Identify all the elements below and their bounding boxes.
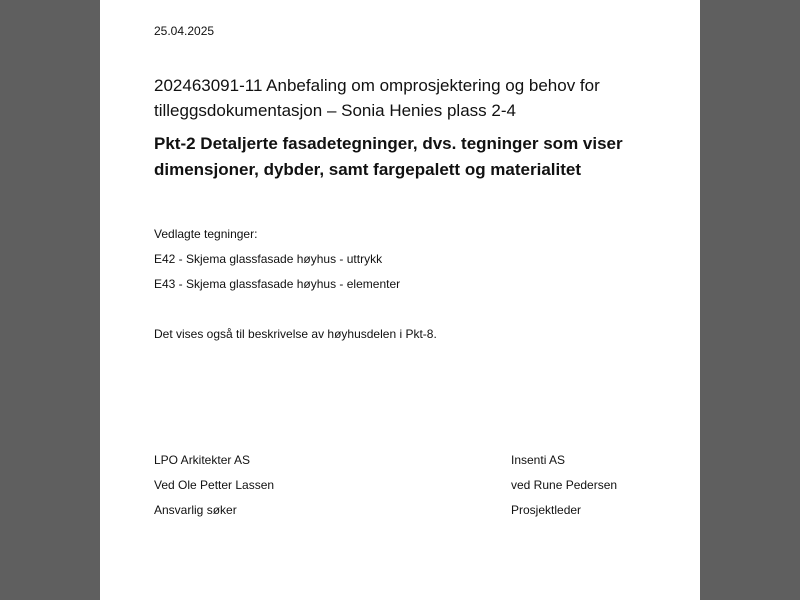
attachment-item: E42 - Skjema glassfasade høyhus - uttrykk [154, 252, 383, 266]
signature-person: ved Rune Pedersen [511, 478, 618, 492]
signature-role: Ansvarlig søker [154, 503, 237, 517]
subject-line: 202463091-11 Anbefaling om omprosjektering og behov for [154, 76, 600, 95]
signature-company: Insenti AS [511, 453, 566, 467]
subject-line: tilleggsdokumentasjon – Sonia Henies plass 2-4 [154, 101, 516, 120]
heading-line: Pkt-2 Detaljerte fasadetegninger, dvs. tegninger som viser [154, 134, 623, 153]
attachments-label: Vedlagte tegninger: [154, 227, 258, 241]
document-date: 25.04.2025 [154, 24, 215, 38]
signature-person: Ved Ole Petter Lassen [154, 478, 275, 492]
heading-line: dimensjoner, dybder, samt fargepalett og materialitet [154, 160, 582, 179]
signature-role: Prosjektleder [511, 503, 582, 517]
signature-company: LPO Arkitekter AS [154, 453, 251, 467]
document-subject [154, 73, 600, 123]
document-page [100, 0, 700, 600]
section-heading [154, 131, 623, 183]
attachment-item: E43 - Skjema glassfasade høyhus - elementer [154, 277, 401, 291]
reference-note: Det vises også til beskrivelse av høyhusdelen i Pkt-8. [154, 327, 437, 341]
